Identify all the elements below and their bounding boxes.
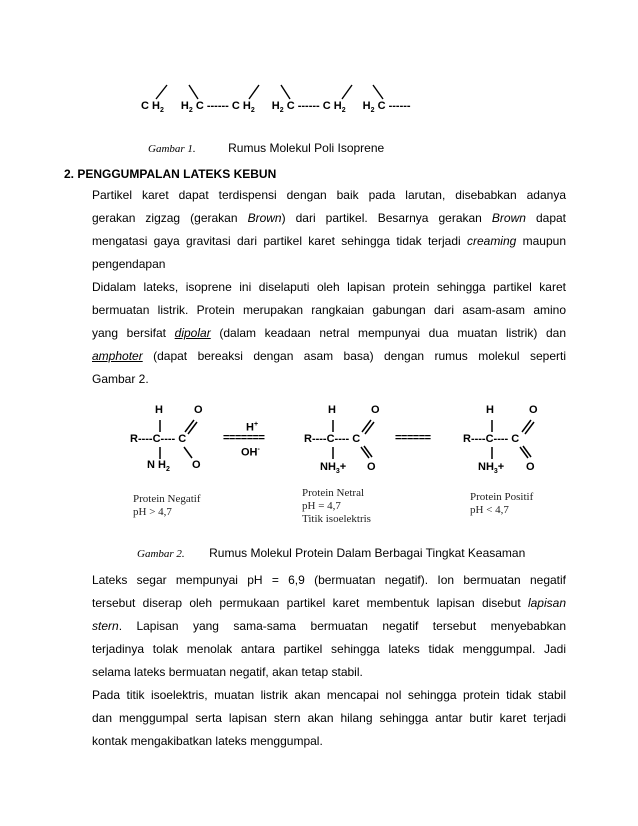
- oh-minus: OH-: [241, 446, 260, 459]
- paragraph-1: [92, 184, 566, 276]
- atom-o: O: [529, 404, 538, 416]
- text-line: bermuatan listrik. Protein merupakan rangkaian gabungan dari asam-asam amino: [92, 303, 566, 317]
- equilibrium-1: =======: [223, 432, 265, 444]
- equilibrium-2: ======: [395, 432, 431, 444]
- text-line: amphoter (dapat bereaksi dengan asam basa) dengan rumus molekul seperti: [92, 349, 566, 363]
- h-plus: H+: [246, 421, 259, 434]
- text-line: terjadinya tolak menolak antara partikel sehingga lateks tidak menggumpal. Jadi: [92, 642, 566, 656]
- atom-o: O: [367, 461, 376, 473]
- section-heading: 2. PENGGUMPALAN LATEKS KEBUN: [64, 167, 277, 181]
- text-line: gerakan zigzag (gerakan Brown) dari partikel. Besarnya gerakan Brown dapat: [92, 211, 566, 225]
- formula-sub: 2: [279, 107, 284, 115]
- text-line: dan menggumpal serta lapisan stern akan hilang sehingga antar butir karet terjadi: [92, 711, 566, 725]
- formula-sub: 2: [370, 107, 375, 115]
- bond-line: [342, 85, 352, 99]
- text-line: kontak mengakibatkan lateks menggumpal.: [92, 734, 323, 748]
- atom-o: O: [526, 461, 535, 473]
- ammonium-group: $NH_3+$: [320, 461, 347, 476]
- figure1-label: Gambar 1.: [148, 143, 196, 155]
- formula-sub: 2: [188, 107, 193, 115]
- formula-sub: 2: [250, 107, 255, 115]
- note-negatif: Protein Negatif pH > 4,7: [133, 493, 201, 518]
- figure1-text: Rumus Molekul Poli Isoprene: [228, 141, 385, 155]
- figure1-caption: [148, 139, 384, 157]
- figure2-text: Rumus Molekul Protein Dalam Berbagai Tingkat Keasaman: [209, 546, 526, 560]
- protein-chain: R----C---- C: [130, 433, 187, 445]
- formula-text: H: [362, 100, 371, 112]
- bond-line: [156, 85, 167, 99]
- bond-line: [373, 85, 383, 99]
- formula-text: C ------ C H: [195, 100, 251, 112]
- amine-sub: 2: [165, 466, 170, 474]
- formula-text: C H: [141, 100, 160, 112]
- bond-line: [189, 85, 198, 99]
- formula-text: H: [180, 100, 189, 112]
- text-line: Partikel karet dapat terdispensi dengan baik pada larutan, disebabkan adanya: [92, 188, 566, 202]
- bond-line: [281, 85, 290, 99]
- formula-text: H: [271, 100, 280, 112]
- text-line: tersebut diserap oleh permukaan partikel karet membentuk lapisan disebut lapisan: [92, 596, 566, 610]
- paragraph-2: [92, 276, 566, 391]
- atom-h: H: [155, 404, 163, 416]
- atom-o: O: [371, 404, 380, 416]
- bond-line: [249, 85, 259, 99]
- text-line: Didalam lateks, isoprene ini diselaputi oleh lapisan protein sehingga partikel karet: [92, 280, 566, 294]
- note-netral: Protein Netral pH = 4,7 Titik isoelektris: [302, 487, 371, 525]
- text-line: Lateks segar mempunyai pH = 6,9 (bermuatan negatif). Ion bermuatan negatif: [92, 573, 566, 587]
- text-line: pengendapan: [92, 257, 166, 271]
- protein-chain: R----C---- C: [304, 433, 361, 445]
- figure2-caption: [137, 544, 525, 562]
- atom-o: O: [192, 459, 201, 471]
- text-line: Pada titik isoelektris, muatan listrik akan mencapai nol sehingga protein tidak stabil: [92, 688, 566, 702]
- amine-text: N H: [147, 459, 166, 471]
- formula-text: C ------ C H: [286, 100, 342, 112]
- formula-sub: 2: [159, 107, 164, 115]
- text-line: stern. Lapisan yang sama-sama bermuatan negatif tersebut menyebabkan: [92, 619, 566, 633]
- atom-h: H: [328, 404, 336, 416]
- atom-h: H: [486, 404, 494, 416]
- paragraph-3: [92, 569, 566, 753]
- text-line: yang bersifat dipolar (dalam keadaan netral mempunyai dua muatan listrik) dan: [92, 326, 566, 340]
- formula-text: C ------: [377, 100, 411, 112]
- ammonium-group: $NH_3+$: [478, 461, 505, 476]
- isoprene-formula: [141, 100, 411, 114]
- protein-chain: R----C---- C: [463, 433, 520, 445]
- note-positif: Protein Positif pH < 4,7: [470, 491, 534, 516]
- atom-o: O: [194, 404, 203, 416]
- figure2-label: Gambar 2.: [137, 548, 185, 560]
- amine-group: [147, 459, 170, 473]
- text-line: Gambar 2.: [92, 372, 149, 386]
- formula-sub: 2: [341, 107, 346, 115]
- text-line: selama lateks bermuatan negatif, akan tetap stabil.: [92, 665, 363, 679]
- text-line: mengatasi gaya gravitasi dari partikel karet sehingga tidak terjadi creaming maupun: [92, 234, 567, 248]
